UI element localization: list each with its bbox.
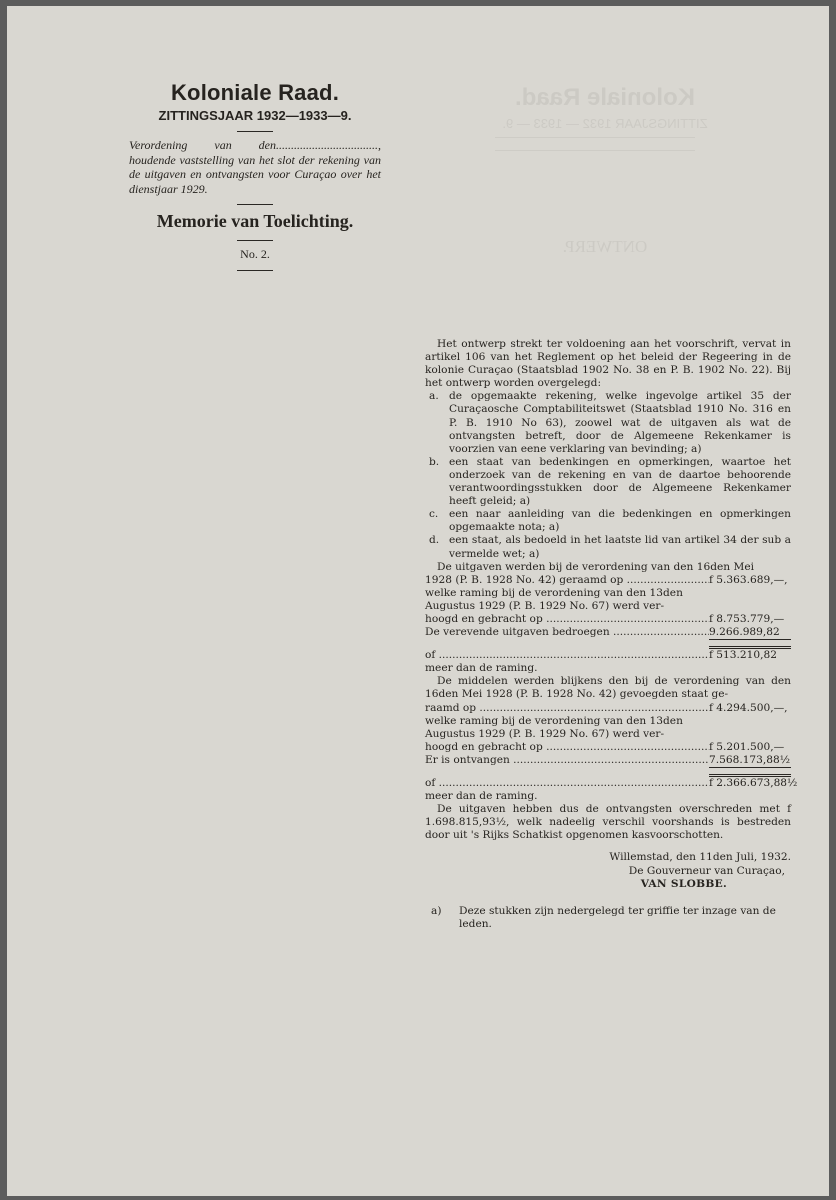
- row-amount: f 8.753.779,—: [709, 612, 785, 625]
- revenue-received-row: [425, 754, 791, 768]
- row-label: raamd op .....: [425, 702, 709, 715]
- intro-paragraph: Het ontwerp strekt ter voldoening aan het voorschrift, vervat in artikel 106 van het Reglement op het beleid der Regeering in de kolonie Curaçao (Staatsblad 1902 No. 38 en P. B. 1902 No. 22). Bij het ontwerp worden overgelegd:: [425, 338, 791, 390]
- row-label: 1928 (P. B. 1928 No. 42) geraamd op .....: [425, 574, 709, 587]
- council-title: Koloniale Raad.: [170, 80, 340, 105]
- revenue-estimate-row: [425, 702, 791, 715]
- expenses-raised-row: [425, 613, 791, 626]
- footnote: [425, 905, 791, 931]
- row-amount: f 4.294.500,—,: [709, 701, 788, 714]
- ghost-ontwerp: ONTWERP.: [562, 237, 648, 256]
- signatory-name: VAN SLOBBE.: [640, 877, 727, 890]
- text-line: Augustus 1929 (P. B. 1929 No. 67) werd ver-: [425, 727, 665, 740]
- list-item: [425, 390, 791, 455]
- bleed-through-text: [475, 84, 735, 257]
- list-marker: a.: [429, 390, 439, 403]
- divider: [237, 131, 273, 132]
- list-marker: b.: [429, 455, 440, 468]
- conclusion-paragraph: De uitgaven hebben dus de ontvangsten overschreden met f 1.698.815,93½, welk nadeelig verschil voorshands is bestreden door uit 's Rijks Schatkist opgenomen kasvoorschotten.: [425, 803, 791, 842]
- revenue-excess-row: [425, 774, 798, 790]
- ghost-session-year: ZITTINGSJAAR 1932 — 1933 — 9.: [502, 116, 708, 131]
- list-item: [425, 456, 791, 508]
- divider: [237, 270, 273, 271]
- row-amount: 9.266.989,82: [709, 626, 791, 640]
- revenue-raised-row: [425, 741, 791, 754]
- explanatory-text: [425, 338, 798, 931]
- ghost-line: [495, 150, 695, 157]
- header-block: [127, 80, 383, 277]
- list-marker: c.: [429, 508, 439, 521]
- ordinance-description: Verordening van den.................................., houdende vaststelling van het slot der rekening van de uitgaven en ontvangsten voor Curaçao over het dienstjaar 1929.: [129, 138, 381, 196]
- memorie-heading: Memorie van Toelichting.: [156, 211, 354, 231]
- list-text: een staat, als bedoeld in het laatste lid van artikel 34 der sub a vermelde wet; a): [449, 534, 791, 560]
- row-label: De verevende uitgaven bedroegen .....: [425, 626, 709, 639]
- divider: [237, 204, 273, 205]
- place-date: Willemstad, den 11den Juli, 1932.: [609, 851, 791, 864]
- row-label: hoogd en gebracht op .....: [425, 741, 709, 754]
- ghost-line: [495, 137, 695, 144]
- footnote-marker: a): [431, 904, 442, 917]
- revenue-intro: De middelen werden blijkens den bij de verordening van den 16den Mei 1928 (P. B. 1928 No. 42) gevoegden staat ge-: [425, 675, 791, 701]
- document-number: No. 2.: [240, 247, 270, 261]
- text-line: welke raming bij de verordening van den 13den: [425, 714, 683, 727]
- expenses-intro: De uitgaven werden bij de verordening van den 16den Mei: [437, 560, 754, 573]
- session-year: ZITTINGSJAAR 1932—1933—9.: [158, 108, 352, 123]
- signatory-title: De Gouverneur van Curaçao,: [628, 864, 785, 877]
- expenses-settled-row: [425, 626, 791, 640]
- list-text: de opgemaakte rekening, welke ingevolge artikel 35 der Curaçaosche Comptabiliteitswet (Staatsblad 1910 No. 316 en P. B. 1910 No 63), zoowel wat de uitgaven als wat de ontvangsten betreft, door de Algemeene Rekenkamer is voorzien van eene verklaring van bevinding; a): [449, 390, 791, 455]
- text-line: Augustus 1929 (P. B. 1929 No. 67) werd ver-: [425, 599, 665, 612]
- row-label: Er is ontvangen .....: [425, 754, 709, 767]
- divider: [237, 240, 273, 241]
- row-label: of .....: [425, 777, 709, 790]
- list-text: een naar aanleiding van die bedenkingen en opmerkingen opgemaakte nota; a): [449, 508, 791, 534]
- row-amount: f 5.363.689,—,: [709, 573, 788, 586]
- row-amount: f 513.210,82: [709, 646, 791, 662]
- expenses-excess-row: [425, 646, 791, 662]
- list-item: [425, 508, 791, 534]
- row-label: of .....: [425, 649, 709, 662]
- text-line: meer dan de raming.: [425, 662, 538, 675]
- list-marker: d.: [429, 534, 440, 547]
- list-item: [425, 534, 791, 560]
- row-amount: f 2.366.673,88½: [709, 774, 791, 790]
- text-line: welke raming bij de verordening van den 13den: [425, 586, 683, 599]
- text-line: meer dan de raming.: [425, 790, 538, 803]
- expenses-estimate-row: [425, 574, 791, 587]
- footnote-text: Deze stukken zijn nedergelegd ter griffie ter inzage van de leden.: [459, 904, 776, 930]
- row-label: hoogd en gebracht op .....: [425, 613, 709, 626]
- document-page: [7, 6, 829, 1196]
- row-amount: 7.568.173,88½: [709, 754, 791, 768]
- row-amount: f 5.201.500,—: [709, 740, 785, 753]
- list-text: een staat van bedenkingen en opmerkingen, waartoe het onderzoek van de rekening en van de daartoe behoorende verantwoordingsstukken door de Algemeene Rekenkamer heeft geleid; a): [449, 455, 791, 508]
- ghost-title: Koloniale Raad.: [514, 84, 696, 111]
